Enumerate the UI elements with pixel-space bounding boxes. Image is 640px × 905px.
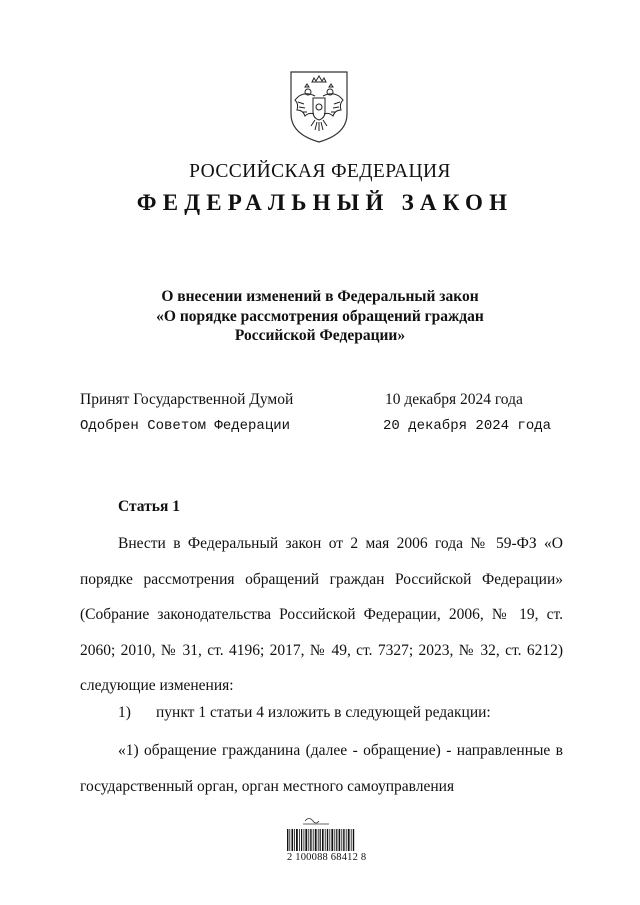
duma-adoption-label: Принят Государственной Думой: [80, 391, 294, 408]
article-heading: Статья 1: [118, 498, 180, 515]
council-approval-date: 20 декабря 2024 года: [383, 418, 552, 434]
law-title-line: Российской Федерации»: [234, 327, 406, 344]
item-text: пункт 1 статьи 4 изложить в следующей редакции:: [156, 704, 491, 721]
duma-adoption-date: 10 декабря 2024 года: [385, 391, 523, 408]
law-title-line: О внесении изменений в Федеральный закон: [161, 288, 479, 305]
law-title-line: «О порядке рассмотрения обращений граждан: [156, 307, 484, 325]
coat-of-arms-icon: [289, 70, 349, 144]
country-name: РОССИЙСКАЯ ФЕДЕРАЦИЯ: [189, 161, 451, 182]
document-type: ФЕДЕРАЛЬНЫЙ ЗАКОН: [136, 190, 514, 215]
council-approval-label: Одобрен Советом Федерации: [80, 418, 291, 434]
barcode-icon: [287, 815, 357, 885]
law-title: [0, 287, 640, 346]
article-intro-paragraph: Внести в Федеральный закон от 2 мая 2006 года № 59-ФЗ «О порядке рассмотрения обращений граждан Российской Федерации» (Собрание законодательства Российской Федерации, 2006, № 19, ст. 2060; 2010, № 31, ст. 4196; 2017, № 49, ст. 7327; 2023, № 32, ст. 6212) следующие изменения:: [80, 535, 563, 694]
quoted-definition-paragraph: «1) обращение гражданина (далее - обращение) - направленные в государственный орган, орган местного самоуправления: [80, 742, 563, 795]
barcode-number: 2 100088 68412 8: [287, 852, 367, 863]
item-number: 1): [118, 704, 131, 721]
